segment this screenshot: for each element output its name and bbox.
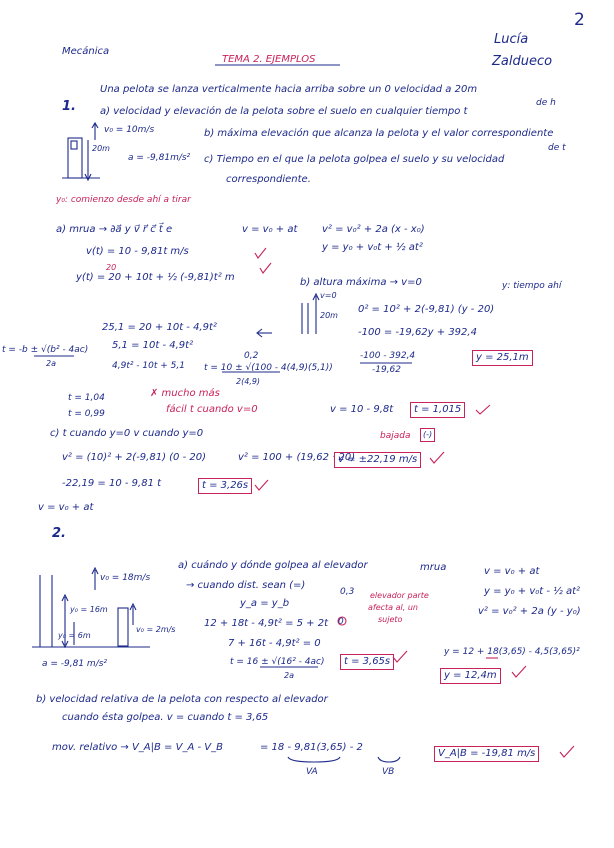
p1-c-v-formula: v = v₀ + at	[38, 502, 94, 513]
p1-b-h: 20m	[320, 311, 338, 320]
p1-part-b-question-cont: de t	[548, 143, 566, 153]
p2-a-mrua: mrua	[420, 562, 447, 573]
p2-b-label2: cuando ésta golpea. v = cuando t = 3,65	[62, 712, 269, 723]
p1-c-alt2: 5,1 = 10t - 4,9t²	[112, 340, 194, 351]
check-mark-3	[476, 405, 490, 414]
p1-diagram-v0: v₀ = 10m/s	[104, 125, 155, 135]
p2-diagram-a: a = -9,81 m/s²	[42, 659, 108, 669]
p2-diagram-h2: y₀ = 6m	[58, 631, 91, 640]
p2-a-elev-note: elevador parte	[370, 591, 429, 600]
p2-a-mark-1: 0,3	[340, 587, 355, 597]
p1-a-formula-y: y = y₀ + v₀t + ½ at²	[322, 242, 423, 253]
p1-c-alt6: t = 0,99	[68, 409, 105, 419]
p1-part-a-question: a) velocidad y elevación de la pelota sobre el suelo en cualquier tiempo t	[100, 106, 468, 117]
p1-a-label: a) mrua → ∂a⃗ y v⃗ r⃗ c⃗ t⃗ e	[56, 224, 173, 235]
p1-c-alt5: t = 1,04	[68, 393, 105, 403]
p1-b-result-box: y = 25,1m	[472, 350, 533, 366]
p1-c-result-t2-box: t = 3,26s	[198, 478, 252, 494]
p2-b-vb: VB	[382, 767, 395, 777]
p1-c-mucho: ✗ mucho más	[150, 388, 220, 399]
p2-a-result-t-box: t = 3,65s	[340, 654, 394, 670]
quadratic-formula-den: 2a	[46, 359, 56, 368]
subject-label: Mecánica	[62, 46, 110, 57]
p2-a-result-y-box: y = 12,4m	[440, 668, 501, 684]
check-mark-6	[393, 651, 407, 662]
p1-c-label: c) t cuando y=0 v cuando y=0	[50, 428, 204, 439]
quadratic-formula: t = -b ± √(b² - 4ac)	[2, 345, 89, 355]
underbrace-vb	[378, 757, 400, 762]
check-mark-2	[260, 263, 271, 273]
p1-c-result-t-box: t = 1,015	[410, 402, 465, 418]
check-mark-8	[560, 746, 574, 757]
p1-c-alt4-den: 2(4,9)	[236, 377, 261, 386]
p2-b-eq2: = 18 - 9,81(3,65) - 2	[260, 742, 363, 753]
p2-b-result-box: V_A|B = -19,81 m/s	[434, 746, 539, 762]
p1-c-eq-v2: v² = (10)² + 2(-9,81) (0 - 20)	[62, 452, 207, 463]
check-mark-4	[430, 452, 444, 463]
p1-a-eq-y-sup: 20	[106, 263, 117, 272]
p1-part-c-question: c) Tiempo en el que la pelota golpea el suelo y su velocidad	[204, 154, 505, 165]
p2-b-label: b) velocidad relativa de la pelota con respecto al elevador	[36, 694, 328, 705]
p2-elevator	[118, 608, 128, 646]
p1-a-formula-v: v = v₀ + at	[242, 224, 298, 235]
p1-a-eq-y: y(t) = 20 + 10t + ½ (-9,81)t² m	[76, 272, 235, 283]
p1-b-eq3-den: -19,62	[372, 365, 402, 375]
p2-a-label: a) cuándo y dónde golpea al elevador	[178, 560, 368, 571]
p2-a-y-eq: y_a = y_b	[240, 598, 290, 609]
p2-a-quad: 7 + 16t - 4,9t² = 0	[228, 638, 321, 649]
p2-a-t-eq: 12 + 18t - 4,9t² = 5 + 2t	[204, 618, 329, 629]
p1-b-v0: v=0	[320, 291, 337, 300]
p2-number: 2.	[52, 526, 66, 541]
p1-c-alt1: 25,1 = 20 + 10t - 4,9t²	[102, 322, 217, 333]
p2-a-elev-note3: sujeto	[378, 615, 403, 624]
p2-a-y-sub: y = 12 + 18(3,65) - 4,5(3,65)²	[444, 647, 580, 657]
p2-diagram-v0: v₀ = 18m/s	[100, 573, 151, 583]
p1-origin-note: y₀: comienzo desde ahí a tirar	[56, 195, 191, 205]
p1-c-eq-t: v = 10 - 9,8t	[330, 404, 394, 415]
p1-diagram-h: 20m	[92, 144, 110, 153]
p1-c-facil: fácil t cuando v=0	[166, 404, 258, 415]
p1-intro: Una pelota se lanza verticalmente hacia arriba sobre un 0 velocidad a 20m	[100, 84, 478, 95]
p1-b-eq2: -100 = -19,62y + 392,4	[358, 327, 477, 338]
building-shape	[68, 138, 82, 178]
p2-b-va: VA	[306, 767, 318, 777]
p2-b-eq: mov. relativo → V_A|B = V_A - V_B	[52, 742, 223, 753]
p2-a-f3: v² = v₀² + 2a (y - y₀)	[478, 606, 581, 617]
p2-a-f1: v = v₀ + at	[484, 566, 540, 577]
p2-a-f2: y = y₀ + v₀t - ½ at²	[484, 586, 581, 597]
p2-a-elev-note2: afecta al, un	[368, 603, 418, 612]
p1-part-b-question: b) máxima elevación que alcanza la pelota y el valor correspondiente	[204, 128, 554, 139]
page-title: TEMA 2. EJEMPLOS	[222, 54, 316, 65]
p1-number: 1.	[62, 99, 76, 114]
p2-a-quad-sol: t = 16 ± √(16² - 4ac)	[230, 657, 325, 667]
window-shape	[71, 141, 77, 149]
p1-b-eq1: 0² = 10² + 2(-9,81) (y - 20)	[358, 304, 495, 315]
underbrace-va	[288, 757, 340, 762]
check-mark-7	[512, 666, 526, 677]
p1-c-result-v-box: v = ±22,19 m/s	[334, 452, 421, 468]
p1-c-eq-t2: -22,19 = 10 - 9,81 t	[62, 478, 162, 489]
check-mark-5	[255, 480, 268, 490]
p1-diagram-a: a = -9,81m/s²	[128, 153, 191, 163]
p1-c-eq-v2b: v² = 100 + (19,62 · 20)	[238, 452, 356, 463]
p2-a-quad-den: 2a	[284, 671, 294, 680]
check-mark-1	[255, 248, 266, 258]
page-number: 2	[574, 10, 585, 30]
p1-b-eq3: -100 - 392,4	[360, 351, 416, 361]
p1-c-alt4: t = 10 ± √(100 - 4(4,9)(5,1))	[204, 363, 333, 373]
author-name-2: Zaldueco	[492, 54, 553, 69]
p1-intro-cont: de h	[536, 98, 556, 108]
p1-part-c-question-cont: correspondiente.	[226, 174, 311, 185]
p1-c-alt4-num: 0,2	[244, 351, 259, 361]
p2-a-when: → cuando dist. sean (=)	[186, 580, 306, 591]
p2-a-mark-2: 0	[338, 617, 344, 627]
p2-diagram-h: y₀ = 16m	[70, 605, 108, 614]
p1-c-bajada: bajada	[380, 431, 411, 441]
p1-b-label: b) altura máxima → v=0	[300, 277, 422, 288]
p1-a-formula-v2: v² = v₀² + 2a (x - x₀)	[322, 224, 425, 235]
p1-a-eq-v: v(t) = 10 - 9,81t m/s	[86, 246, 189, 257]
p1-c-alt3: 4,9t² - 10t + 5,1	[112, 361, 185, 371]
author-name-1: Lucía	[494, 32, 529, 47]
p1-b-note: y: tiempo ahí	[502, 281, 562, 291]
p1-c-bajada-sign: (-)	[420, 428, 435, 442]
p2-diagram-vel: v₀ = 2m/s	[136, 625, 176, 634]
